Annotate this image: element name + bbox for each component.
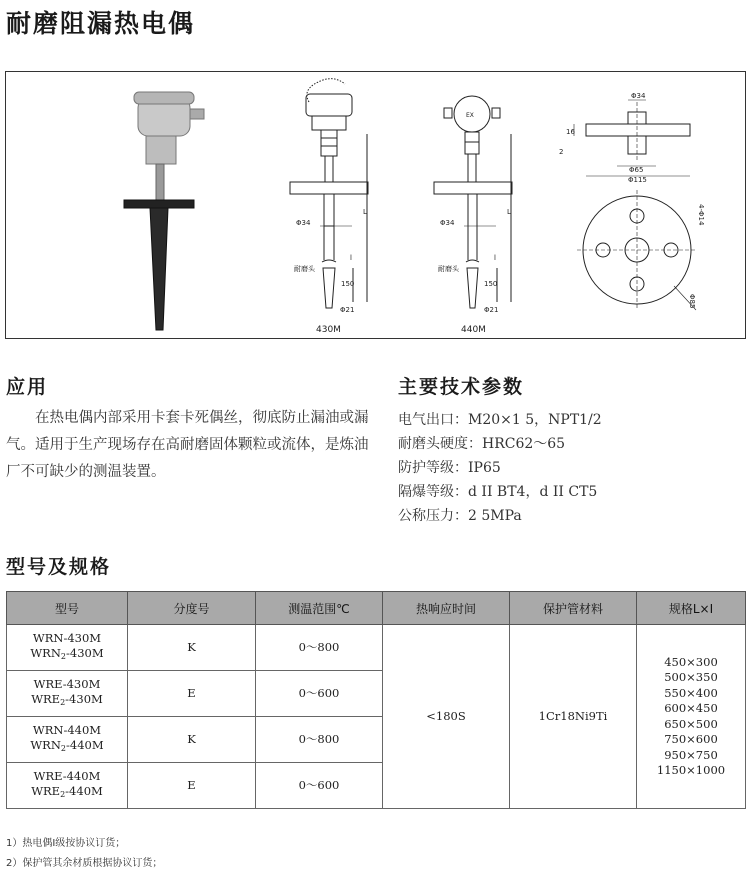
- application-heading: 应用: [6, 376, 49, 398]
- size-item: 1150×1000: [656, 763, 726, 777]
- param-protection-grade: 防护等级：IP65: [398, 460, 501, 476]
- application-body: [6, 405, 371, 486]
- application-text: 在热电偶内部采用卡套卡死偶丝，彻底防止漏油或漏气。适用于生产现场存在高耐磨固体颗粒或流体，是炼油厂不可缺少的测温装置。: [6, 410, 369, 480]
- dim-150-440: 150: [484, 280, 498, 288]
- dim-l-430: l: [350, 254, 352, 262]
- cell-response-time: <180S: [383, 625, 510, 809]
- model-name-alt: $WRE_2-430M$: [31, 692, 103, 707]
- flange-top-view: [577, 190, 697, 310]
- size-item: 450×300: [664, 654, 718, 669]
- cell-model: [7, 671, 128, 717]
- col-size: 规格L×I: [637, 592, 746, 625]
- model-name-alt: $WRN_2-430M$: [30, 646, 104, 661]
- spec-heading: 型号及规格: [6, 556, 112, 578]
- param-hardness: 耐磨头硬度：HRC62～65: [398, 436, 566, 452]
- model-name-alt: $WRE_2-440M$: [31, 784, 103, 799]
- dim-l-440: l: [494, 254, 496, 262]
- note-2: 2）保护管其余材质根据协议订货；: [6, 858, 163, 869]
- flange-phi65: Φ65: [629, 166, 644, 174]
- cell-sizes: [637, 625, 746, 809]
- cell-range: 0～800: [256, 717, 383, 763]
- model-name: WRN-430M: [32, 631, 102, 645]
- dim-phi21-430: Φ21: [340, 306, 355, 314]
- model-name-alt: $WRN_2-440M$: [30, 738, 104, 753]
- param-explosion-grade: 隔爆等级：d II BT4，d II CT5: [398, 484, 598, 500]
- col-model: 型号: [7, 592, 128, 625]
- dim-phi21-440: Φ21: [484, 306, 499, 314]
- flange-side-view: [574, 100, 690, 176]
- size-item: 650×500: [664, 716, 718, 731]
- size-item: 750×600: [664, 732, 718, 746]
- flange-phi115: Φ115: [628, 176, 647, 184]
- dimension-drawings: [6, 72, 747, 340]
- cell-range: 0～600: [256, 763, 383, 809]
- spec-header-row: [7, 592, 746, 625]
- dim-phi34-430: Φ34: [296, 219, 311, 227]
- page-title: 耐磨阻漏热电偶: [6, 9, 196, 38]
- col-response-time: 热响应时间: [383, 592, 510, 625]
- cell-grade: E: [128, 671, 256, 717]
- dim-phi34-440: Φ34: [440, 219, 455, 227]
- cell-model: [7, 763, 128, 809]
- wear-head-label-430: 耐磨头: [294, 265, 315, 273]
- dim-150-430: 150: [341, 280, 355, 288]
- wear-head-label-440: 耐磨头: [438, 265, 459, 273]
- model-label-430m: 430M: [316, 325, 341, 335]
- col-material: 保护管材料: [510, 592, 637, 625]
- model-name: WRE-440M: [33, 769, 101, 783]
- size-item: 550×400: [664, 685, 718, 700]
- size-item: 600×450: [664, 701, 718, 715]
- cell-range: 0～600: [256, 671, 383, 717]
- head-mark: EX: [466, 112, 474, 119]
- flange-phi34: Φ34: [631, 92, 646, 100]
- param-nominal-pressure: 公称压力：2 5MPa: [398, 508, 522, 524]
- col-grade: 分度号: [128, 592, 256, 625]
- model-label-440m: 440M: [461, 325, 486, 335]
- col-range: 测温范围℃: [256, 592, 383, 625]
- spec-table: [6, 591, 746, 809]
- cell-grade: K: [128, 625, 256, 671]
- cell-material: 1Cr18Ni9Ti: [510, 625, 637, 809]
- model-name: WRE-430M: [33, 677, 101, 691]
- dim-L-440: L: [507, 208, 511, 216]
- cell-model: [7, 625, 128, 671]
- flange-thickness-16: 16: [566, 128, 575, 136]
- flange-phi85: Φ85: [688, 294, 696, 309]
- parameters-list: [398, 408, 602, 528]
- size-item: 950×750: [664, 747, 718, 762]
- flange-dim-2: 2: [559, 148, 564, 156]
- drawing-440m: [434, 96, 512, 308]
- product-drawing-panel: [5, 71, 746, 339]
- param-electrical-outlet: 电气出口：M20×1 5，NPT1/2: [398, 412, 602, 428]
- table-row: [7, 625, 746, 671]
- cell-grade: K: [128, 717, 256, 763]
- parameters-heading: 主要技术参数: [398, 376, 525, 398]
- drawing-430m: [290, 79, 368, 308]
- product-photo: [124, 92, 204, 330]
- cell-model: [7, 717, 128, 763]
- note-1: 1）热电偶Ⅰ级按协议订货；: [6, 838, 126, 849]
- dim-L-430: L: [363, 208, 367, 216]
- size-item: 500×350: [664, 670, 718, 684]
- model-name: WRN-440M: [32, 723, 102, 737]
- cell-range: 0～800: [256, 625, 383, 671]
- flange-holes-4-phi14: 4-Φ14: [697, 204, 705, 226]
- cell-grade: E: [128, 763, 256, 809]
